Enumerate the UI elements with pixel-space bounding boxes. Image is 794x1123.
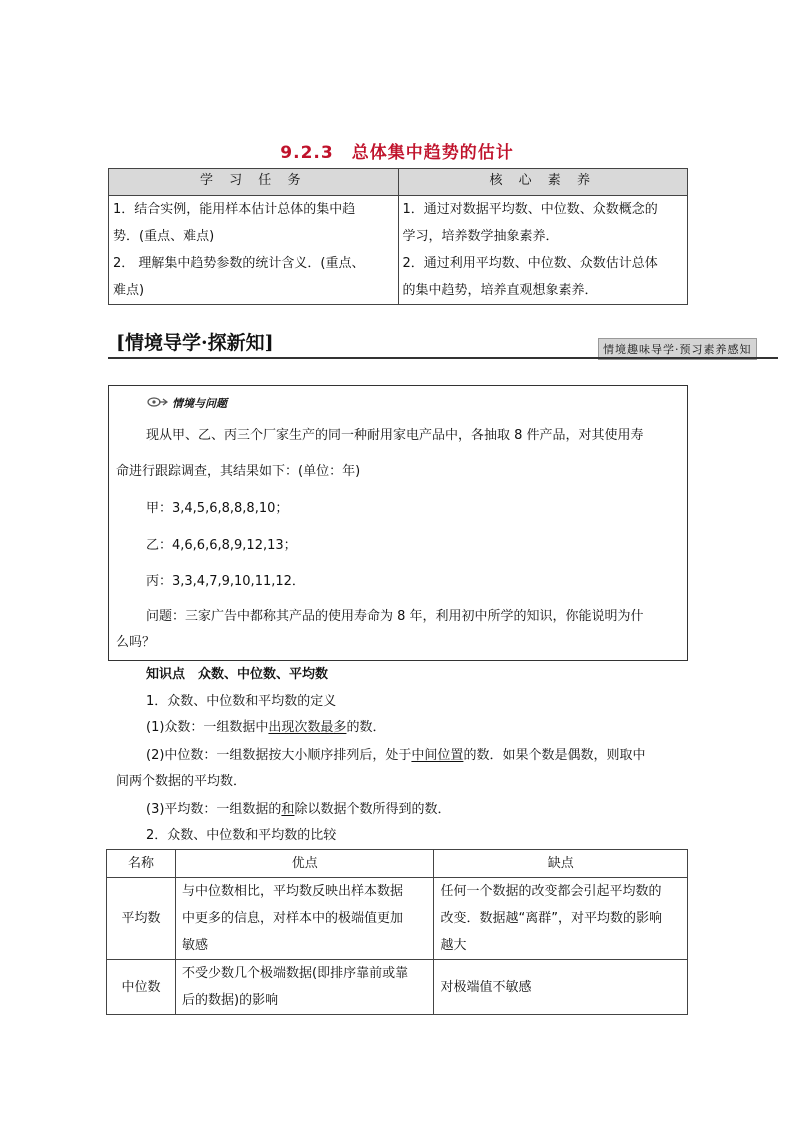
comparison-heading: 2．众数、中位数和平均数的比较 <box>146 828 337 843</box>
col-cons: 缺点 <box>434 850 688 878</box>
data-jia: 甲：3,4,5,6,8,8,8,10； <box>146 501 289 516</box>
tasks-cell <box>109 196 399 305</box>
pros-line: 敏感 <box>182 938 209 953</box>
scenario-icon <box>146 396 168 411</box>
row-name: 中位数 <box>107 960 176 1015</box>
scenario-label-text: 情境与问题 <box>172 397 227 410</box>
text: 的数． <box>346 720 386 735</box>
answer-blank: 中间位置 <box>411 748 464 763</box>
text: 的数．如果个数是偶数，则取中 <box>463 748 646 763</box>
definition-mean <box>146 798 450 817</box>
pros-line: 后的数据)的影响 <box>182 993 279 1008</box>
question-line-1: 问题：三家广告中都称其产品的使用寿命为 8 年，利用初中所学的知识，你能说明为什 <box>146 609 644 624</box>
tasks-line: 1．结合实例，能用样本估计总体的集中趋 <box>113 202 356 217</box>
literacy-cell <box>398 196 688 305</box>
text: 除以数据个数所得到的数． <box>294 802 451 817</box>
tasks-line: 势．(重点、难点) <box>113 229 215 244</box>
question-line-2: 么吗？ <box>116 635 156 650</box>
cons-line: 任何一个数据的改变都会引起平均数的 <box>440 884 662 899</box>
pros-line: 不受少数几个极端数据(即排序靠前或靠 <box>182 966 409 981</box>
tasks-header: 学 习 任 务 <box>109 169 399 196</box>
cons-line: 越大 <box>440 938 467 953</box>
tasks-line: 难点) <box>113 283 145 298</box>
table-row <box>107 960 688 1015</box>
scenario-line-1: 现从甲、乙、丙三个厂家生产的同一种耐用家电产品中，各抽取 8 件产品，对其使用寿 <box>146 428 644 443</box>
cons-line: 改变．数据越“离群”，对平均数的影响 <box>440 911 662 926</box>
literacy-line: 1．通过对数据平均数、中位数、众数概念的 <box>402 202 658 217</box>
pros-line: 中更多的信息，对样本中的极端值更加 <box>182 911 404 926</box>
text: (2)中位数：一组数据按大小顺序排列后，处于 <box>146 748 412 763</box>
section-divider <box>108 357 778 359</box>
table-row <box>107 878 688 960</box>
text: (1)众数：一组数据中 <box>146 720 269 735</box>
tasks-line: 2． 理解集中趋势参数的统计含义．(重点、 <box>113 256 365 271</box>
data-bing: 丙：3,3,4,7,9,10,11,12． <box>146 574 305 589</box>
col-pros: 优点 <box>176 850 434 878</box>
literacy-header: 核 心 素 养 <box>398 169 688 196</box>
data-yi: 乙：4,6,6,6,8,9,12,13； <box>146 538 297 553</box>
answer-blank: 和 <box>281 802 295 817</box>
page-title: 9.2.3 总体集中趋势的估计 <box>280 143 514 163</box>
definition-median-cont: 间两个数据的平均数． <box>116 774 247 789</box>
row-cons <box>434 960 688 1015</box>
knowledge-title: 知识点 众数、中位数、平均数 <box>146 667 329 682</box>
row-pros <box>176 878 434 960</box>
comparison-table <box>106 849 688 1015</box>
row-cons <box>434 878 688 960</box>
scenario-label <box>146 395 227 411</box>
literacy-line: 2．通过利用平均数、中位数、众数估计总体 <box>402 256 658 271</box>
literacy-line: 学习，培养数学抽象素养． <box>402 229 559 244</box>
row-name: 平均数 <box>107 878 176 960</box>
definition-heading: 1．众数、中位数和平均数的定义 <box>146 694 337 709</box>
row-pros <box>176 960 434 1015</box>
answer-blank: 出现次数最多 <box>268 720 347 735</box>
literacy-line: 的集中趋势，培养直观想象素养． <box>402 283 598 298</box>
section-tag: 情境趣味导学·预习素养感知 <box>598 338 757 360</box>
cons-line: 对极端值不敏感 <box>440 979 532 995</box>
definition-mode <box>146 716 385 735</box>
section-heading: [情境导学·探新知] <box>116 332 274 354</box>
learning-tasks-table <box>108 168 688 305</box>
text: (3)平均数：一组数据的 <box>146 802 282 817</box>
scenario-line-2: 命进行跟踪调查，其结果如下：(单位：年) <box>116 464 361 479</box>
pros-line: 与中位数相比，平均数反映出样本数据 <box>182 884 404 899</box>
col-name: 名称 <box>107 850 176 878</box>
definition-median <box>146 744 645 763</box>
